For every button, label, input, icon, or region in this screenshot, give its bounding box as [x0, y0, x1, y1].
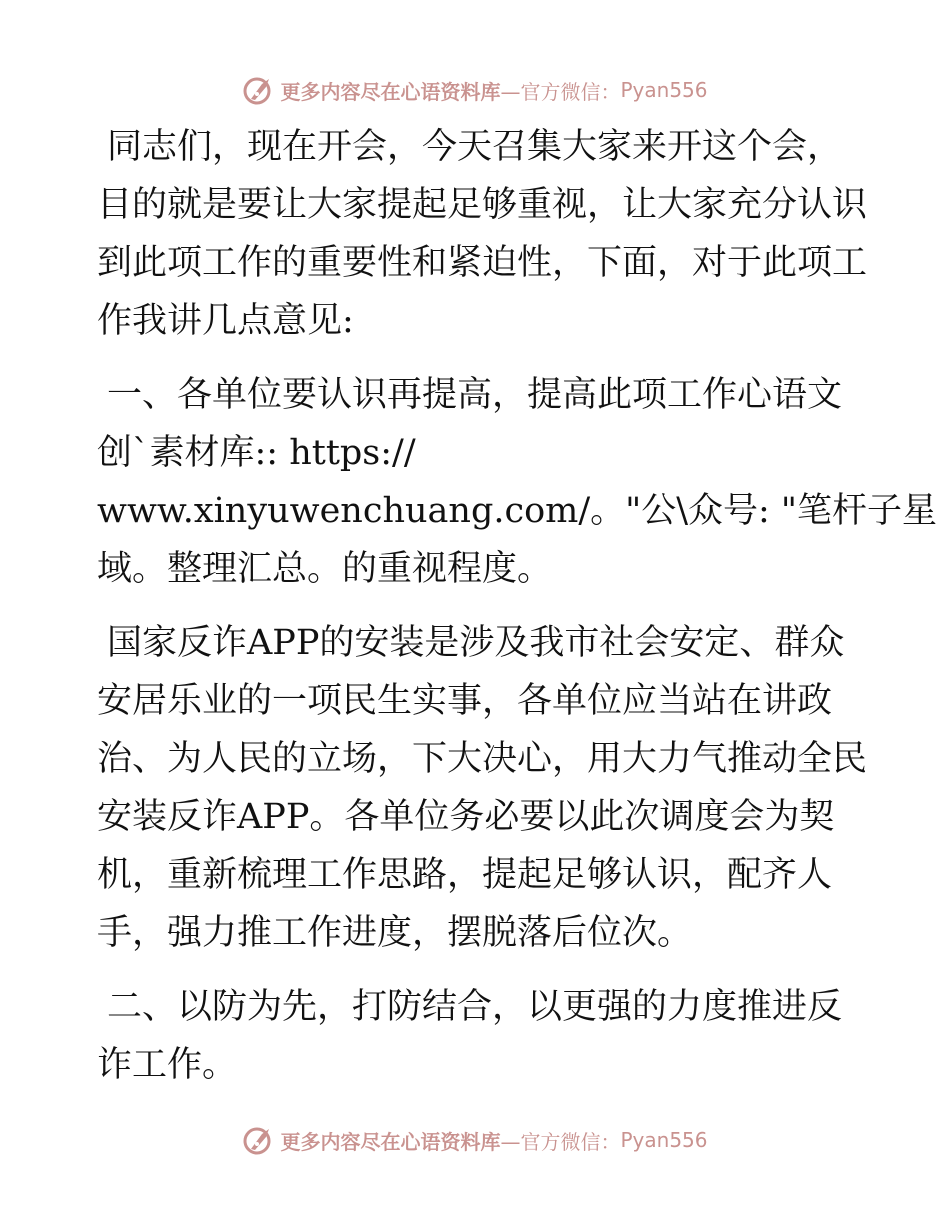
- text-line: 诈工作。: [97, 1045, 238, 1085]
- banner-wechat-id: Pyan556: [620, 78, 708, 102]
- paragraph-anti-fraud-app: [97, 614, 868, 962]
- footer-banner: [0, 1120, 950, 1160]
- banner-title: 更多内容尽在心语资料库: [280, 1129, 501, 1154]
- text-line: 一、各单位要认识再提高，提高此项工作心语文: [107, 375, 843, 415]
- text-line: 到此项工作的重要性和紧迫性，下面，对于此项工: [97, 243, 868, 283]
- text-line: 同志们，现在开会，今天召集大家来开这个会，: [107, 127, 843, 167]
- banner-wechat-id: Pyan556: [620, 1128, 708, 1152]
- pen-nib-circle-icon: [242, 1123, 276, 1157]
- text-line: 域。整理汇总。的重视程度。: [97, 549, 553, 589]
- banner-dash: —官方微信：: [500, 1129, 621, 1154]
- text-line: 机，重新梳理工作思路，提起足够认识，配齐人: [97, 855, 833, 895]
- text-line: 治、为人民的立场，下大决心，用大力气推动全民: [97, 739, 868, 779]
- header-banner: [0, 70, 950, 110]
- text-line: 目的就是要让大家提起足够重视，让大家充分认识: [97, 185, 868, 225]
- paragraph-point-one: [97, 366, 938, 598]
- text-line: 创`素材库:: https://: [97, 433, 416, 473]
- text-line: 国家反诈APP的安装是涉及我市社会安定、群众: [107, 623, 845, 663]
- paragraph-opening: [97, 118, 868, 350]
- text-line: www.xinyuwenchuang.com/。"公\众号: "笔杆子星: [97, 491, 938, 531]
- text-line: 二、以防为先，打防结合，以更强的力度推进反: [107, 987, 843, 1027]
- text-line: 作我讲几点意见:: [97, 301, 354, 341]
- pen-nib-circle-icon: [242, 73, 276, 107]
- text-line: 安装反诈APP。各单位务必要以此次调度会为契: [97, 797, 835, 837]
- banner-dash: —官方微信：: [500, 79, 621, 104]
- paragraph-point-two: [97, 978, 857, 1094]
- banner-title: 更多内容尽在心语资料库: [280, 79, 501, 104]
- body-text: [97, 118, 938, 1110]
- text-line: 手，强力推工作进度，摆脱落后位次。: [97, 913, 693, 953]
- text-line: 安居乐业的一项民生实事，各单位应当站在讲政: [97, 681, 833, 721]
